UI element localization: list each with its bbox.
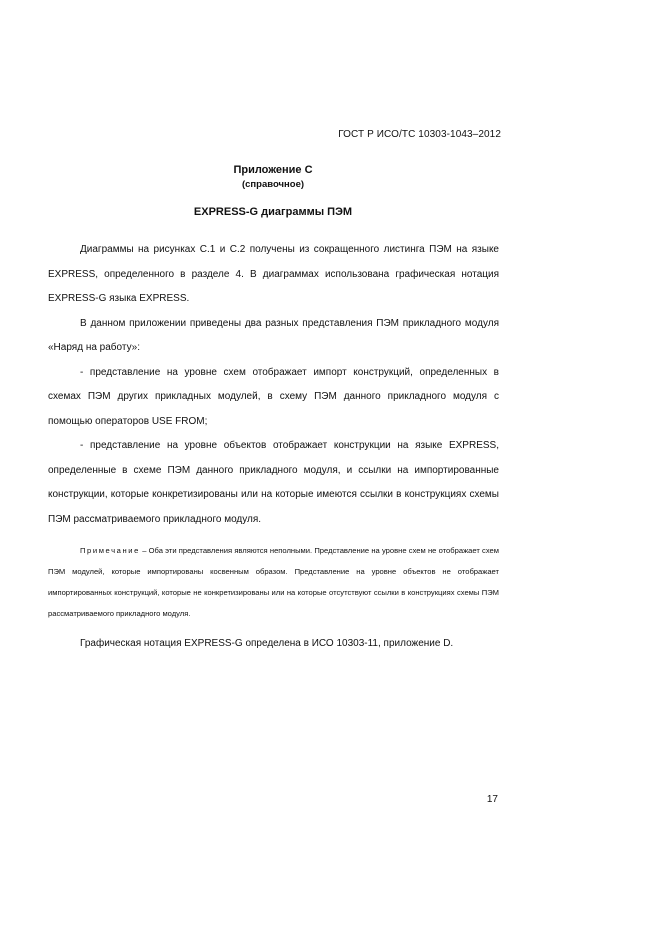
- paragraph-2: В данном приложении приведены два разных представления ПЭМ прикладного модуля «Наряд на работу»:: [48, 317, 499, 353]
- appendix-title: Приложение С: [233, 164, 313, 176]
- body-text: [48, 238, 499, 657]
- appendix-subtitle: (справочное): [241, 179, 305, 190]
- list-item-2: - представление на уровне объектов отображает конструкции на языке EXPRESS, определенные в схеме ПЭМ данного прикладного модуля, и ссылки на импортированные конструкции, которые конкретизированы или на которые имеются ссылки в конструкциях схемы ПЭМ рассматриваемого прикладного модуля.: [48, 440, 499, 525]
- section-title: EXPRESS-G диаграммы ПЭМ: [193, 206, 353, 218]
- note-text: – Оба эти представления являются неполными. Представление на уровне схем не отображает схем ПЭМ модулей, которые импортированы косвенным образом. Представление на уровне объектов не отображает импортированных конструкций, которые не конкретизированы или на которые отсутствуют ссылки в конструкциях схемы ПЭМ рассматриваемого прикладного модуля.: [48, 546, 499, 618]
- list-item-1: - представление на уровне схем отображает импорт конструкций, определенных в схемах ПЭМ других прикладных модулей, в схему ПЭМ данного прикладного модуля с помощью операторов USE FROM;: [48, 366, 499, 427]
- standard-code: ГОСТ Р ИСО/ТС 10303-1043–2012: [338, 129, 501, 140]
- note: [48, 540, 499, 624]
- page-number: 17: [486, 794, 498, 805]
- note-label: Примечание: [80, 546, 140, 555]
- paragraph-3: Графическая нотация EXPRESS-G определена в ИСО 10303-11, приложение D.: [80, 638, 454, 649]
- paragraph-1: Диаграммы на рисунках С.1 и С.2 получены из сокращенного листинга ПЭМ на языке EXPRESS, определенного в разделе 4. В диаграммах использована графическая нотация EXPRESS-G языка EXPRESS.: [48, 244, 499, 304]
